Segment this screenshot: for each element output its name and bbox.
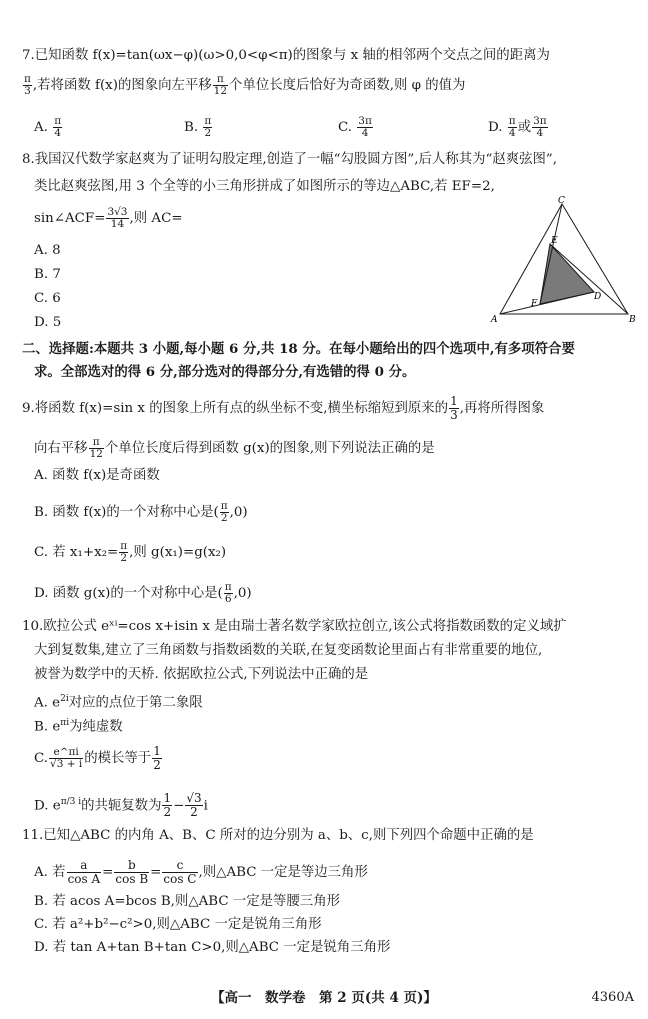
label-b: B <box>629 315 636 325</box>
q8-option-b: B. 7 <box>34 267 61 282</box>
footer-title: 【高一 数学卷 第 2 页(共 4 页)】 <box>211 990 437 1006</box>
q7-line1: 7.已知函数 f(x)=tan(ωx−φ)(ω>0,0<φ<π)的图象与 x 轴的相邻两个交点之间的距离为 <box>22 48 550 63</box>
q8-option-a: A. 8 <box>34 243 61 258</box>
q10-option-a: A. $e^{2i}$对应的点位于第二象限 <box>34 694 203 711</box>
q10-line3: 被誉为数学中的天桥. 依据欧拉公式,下列说法中正确的是 <box>34 667 369 682</box>
q9-option-d: D. 函数 g(x)的一个对称中心是( $\frac{\pi}{6}$ ,0) <box>34 581 252 605</box>
q11-line1: 11.已知△ABC 的内角 A、B、C 所对的边分别为 a、b、c,则下列四个命题中正确的是 <box>22 828 534 843</box>
q7-frac1: $\frac{\pi}{3}$ <box>24 73 31 97</box>
label-a: A <box>491 315 498 325</box>
q7-option-a: A. $\frac{\pi}{4}$ <box>34 115 62 139</box>
q7-option-d: D. $\frac{\pi}{4}$ 或 $\frac{3\pi}{4}$ <box>488 115 547 139</box>
q7-frac2: $\frac{\pi}{12}$ <box>213 73 228 97</box>
label-d: D <box>594 292 602 302</box>
q11-option-a: A. 若 $\frac{a}{\text{cos A}}$ = $\frac{b}{\text{cos B}}$ = $\frac{c}{\text{cos C}}$ ,则△ABC 一定是等边三角形 <box>34 858 368 886</box>
q8-line2: 类比赵爽弦图,用 3 个全等的小三角形拼成了如图所示的等边△ABC,若 EF=2, <box>34 179 495 194</box>
q10-option-c: C. $\frac{e\^{}\pi i}{√3 + i}$ 的模长等于 $\frac{1}{2}$ <box>34 744 161 772</box>
exam-code: 4360A <box>591 990 634 1005</box>
q8-option-c: C. 6 <box>34 291 61 306</box>
q7-option-b: B. $\frac{\pi}{2}$ <box>184 115 212 139</box>
q10-option-b: B. $e^{\pi i}$为纯虚数 <box>34 718 123 735</box>
q9-line1: 9.将函数 f(x)=sin x 的图象上所有点的纵坐标不变,横坐标缩短到原来的 $\frac{1}{3}$ ,再将所得图象 <box>22 394 545 422</box>
label-f: F <box>531 299 538 309</box>
q9-option-a: A. 函数 f(x)是奇函数 <box>34 468 160 483</box>
label-e: E <box>551 236 558 246</box>
q11-option-b: B. 若 acos A=bcos B,则△ABC 一定是等腰三角形 <box>34 894 340 909</box>
section2-heading-line1: 二、选择题:本题共 3 小题,每小题 6 分,共 18 分。在每小题给出的四个选项中,有多项符合要 <box>22 341 575 357</box>
q7-option-c: C. $\frac{3\pi}{4}$ <box>338 115 372 139</box>
q11-option-c: C. 若 a²+b²−c²>0,则△ABC 一定是锐角三角形 <box>34 917 322 932</box>
q10-line2: 大到复数集,建立了三角函数与指数函数的关联,在复变函数论里面占有非常重要的地位, <box>34 643 543 658</box>
q8-option-d: D. 5 <box>34 315 62 330</box>
q9-option-b: B. 函数 f(x)的一个对称中心是( $\frac{\pi}{2}$ ,0) <box>34 500 248 524</box>
q11-option-d: D. 若 tan A+tan B+tan C>0,则△ABC 一定是锐角三角形 <box>34 940 391 955</box>
q8-line3: sin∠ACF= $\frac{3√3}{14}$ ,则 AC= <box>34 206 183 230</box>
section2-heading-line2: 求。全部选对的得 6 分,部分选对的得部分分,有选错的得 0 分。 <box>34 364 416 380</box>
inner-triangle-def <box>540 244 594 304</box>
q8-line1: 8.我国汉代数学家赵爽为了证明勾股定理,创造了一幅“勾股圆方图”,后人称其为“赵爽弦图”, <box>22 152 557 167</box>
q9-option-c: C. 若 x₁+x₂= $\frac{\pi}{2}$ ,则 g(x₁)=g(x₂) <box>34 540 227 564</box>
q10-option-d: D. $e^{\pi/3 i}$的共轭复数为 $\frac{1}{2}$ − $\frac{√3}{2}$ i <box>34 791 208 820</box>
q7-line2: $\frac{\pi}{3}$ ,若将函数 f(x)的图象向左平移 $\frac{\pi}{12}$ 个单位长度后恰好为奇函数,则 φ 的值为 <box>24 73 466 97</box>
zhao-shuang-triangle-figure <box>490 196 638 330</box>
q10-line1: 10.欧拉公式 eˣⁱ=cos x+isin x 是由瑞士著名数学家欧拉创立,该公式将指数函数的定义域扩 <box>22 619 567 634</box>
label-c: C <box>558 196 565 206</box>
q9-line2: 向右平移 $\frac{\pi}{12}$ 个单位长度后得到函数 g(x)的图象,则下列说法正确的是 <box>34 436 435 460</box>
